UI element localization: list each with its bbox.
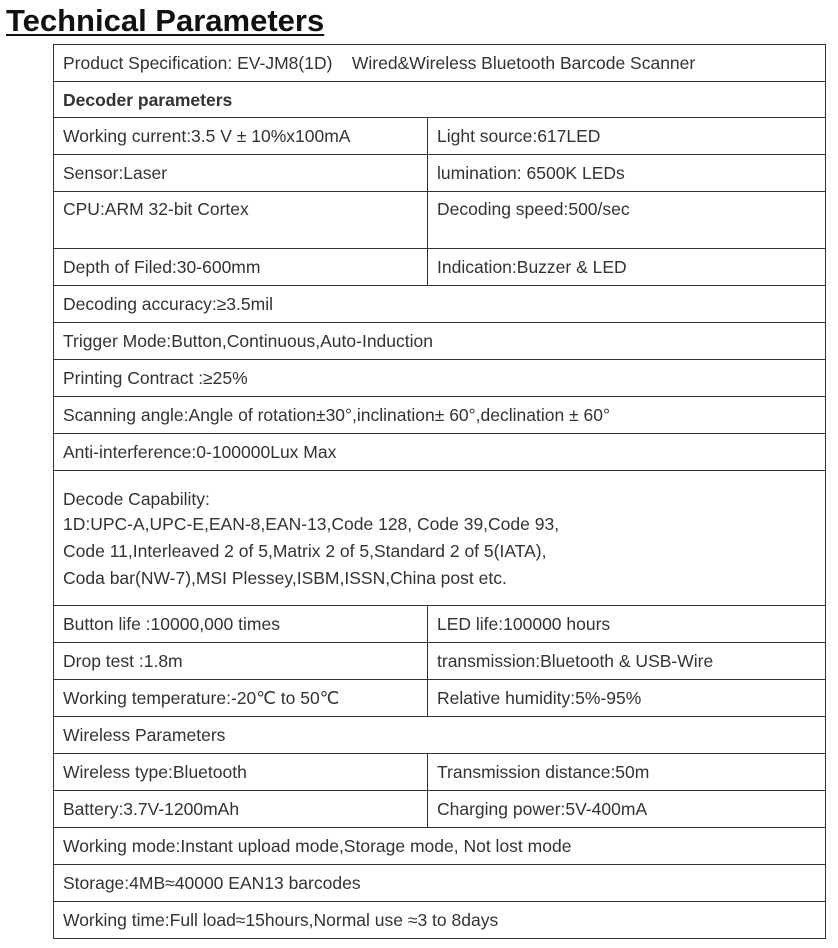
lumination: lumination: 6500K LEDs — [428, 155, 826, 192]
decode-capability-line: 1D:UPC-A,UPC-E,EAN-8,EAN-13,Code 128, Code 39,Code 93, — [63, 514, 560, 534]
indication: Indication:Buzzer & LED — [428, 249, 826, 286]
page-title: Technical Parameters — [6, 3, 325, 38]
working-temperature: Working temperature:-20℃ to 50℃ — [54, 680, 428, 717]
cpu: CPU:ARM 32-bit Cortex — [54, 192, 428, 249]
product-spec: Product Specification: EV-JM8(1D) Wired&Wireless Bluetooth Barcode Scanner — [54, 45, 826, 82]
sensor: Sensor:Laser — [54, 155, 428, 192]
wireless-heading: Wireless Parameters — [54, 717, 826, 754]
decoder-heading: Decoder parameters — [54, 82, 826, 118]
battery: Battery:3.7V-1200mAh — [54, 791, 428, 828]
trigger-mode: Trigger Mode:Button,Continuous,Auto-Induction — [54, 323, 826, 360]
scanning-angle: Scanning angle:Angle of rotation±30°,inclination± 60°,declination ± 60° — [54, 397, 826, 434]
wireless-type: Wireless type:Bluetooth — [54, 754, 428, 791]
button-life: Button life :10000,000 times — [54, 606, 428, 643]
transmission-distance: Transmission distance:50m — [428, 754, 826, 791]
working-time: Working time:Full load≈15hours,Normal use ≈3 to 8days — [54, 902, 826, 939]
anti-interference: Anti-interference:0-100000Lux Max — [54, 434, 826, 471]
decoding-accuracy: Decoding accuracy:≥3.5mil — [54, 286, 826, 323]
led-life: LED life:100000 hours — [428, 606, 826, 643]
decoding-speed: Decoding speed:500/sec — [428, 192, 826, 249]
relative-humidity: Relative humidity:5%-95% — [428, 680, 826, 717]
storage: Storage:4MB≈40000 EAN13 barcodes — [54, 865, 826, 902]
spec-table — [53, 44, 826, 939]
decode-capability — [54, 471, 826, 606]
decode-capability-line: Coda bar(NW-7),MSI Plessey,ISBM,ISSN,China post etc. — [63, 568, 507, 588]
printing-contract: Printing Contract :≥25% — [54, 360, 826, 397]
drop-test: Drop test :1.8m — [54, 643, 428, 680]
transmission: transmission:Bluetooth & USB-Wire — [428, 643, 826, 680]
working-mode: Working mode:Instant upload mode,Storage mode, Not lost mode — [54, 828, 826, 865]
charging-power: Charging power:5V-400mA — [428, 791, 826, 828]
decode-capability-line: Code 11,Interleaved 2 of 5,Matrix 2 of 5,Standard 2 of 5(IATA), — [63, 541, 547, 561]
decode-capability-heading: Decode Capability: — [63, 489, 210, 509]
working-current: Working current:3.5 V ± 10%x100mA — [54, 118, 428, 155]
light-source: Light source:617LED — [428, 118, 826, 155]
depth-of-field: Depth of Filed:30-600mm — [54, 249, 428, 286]
